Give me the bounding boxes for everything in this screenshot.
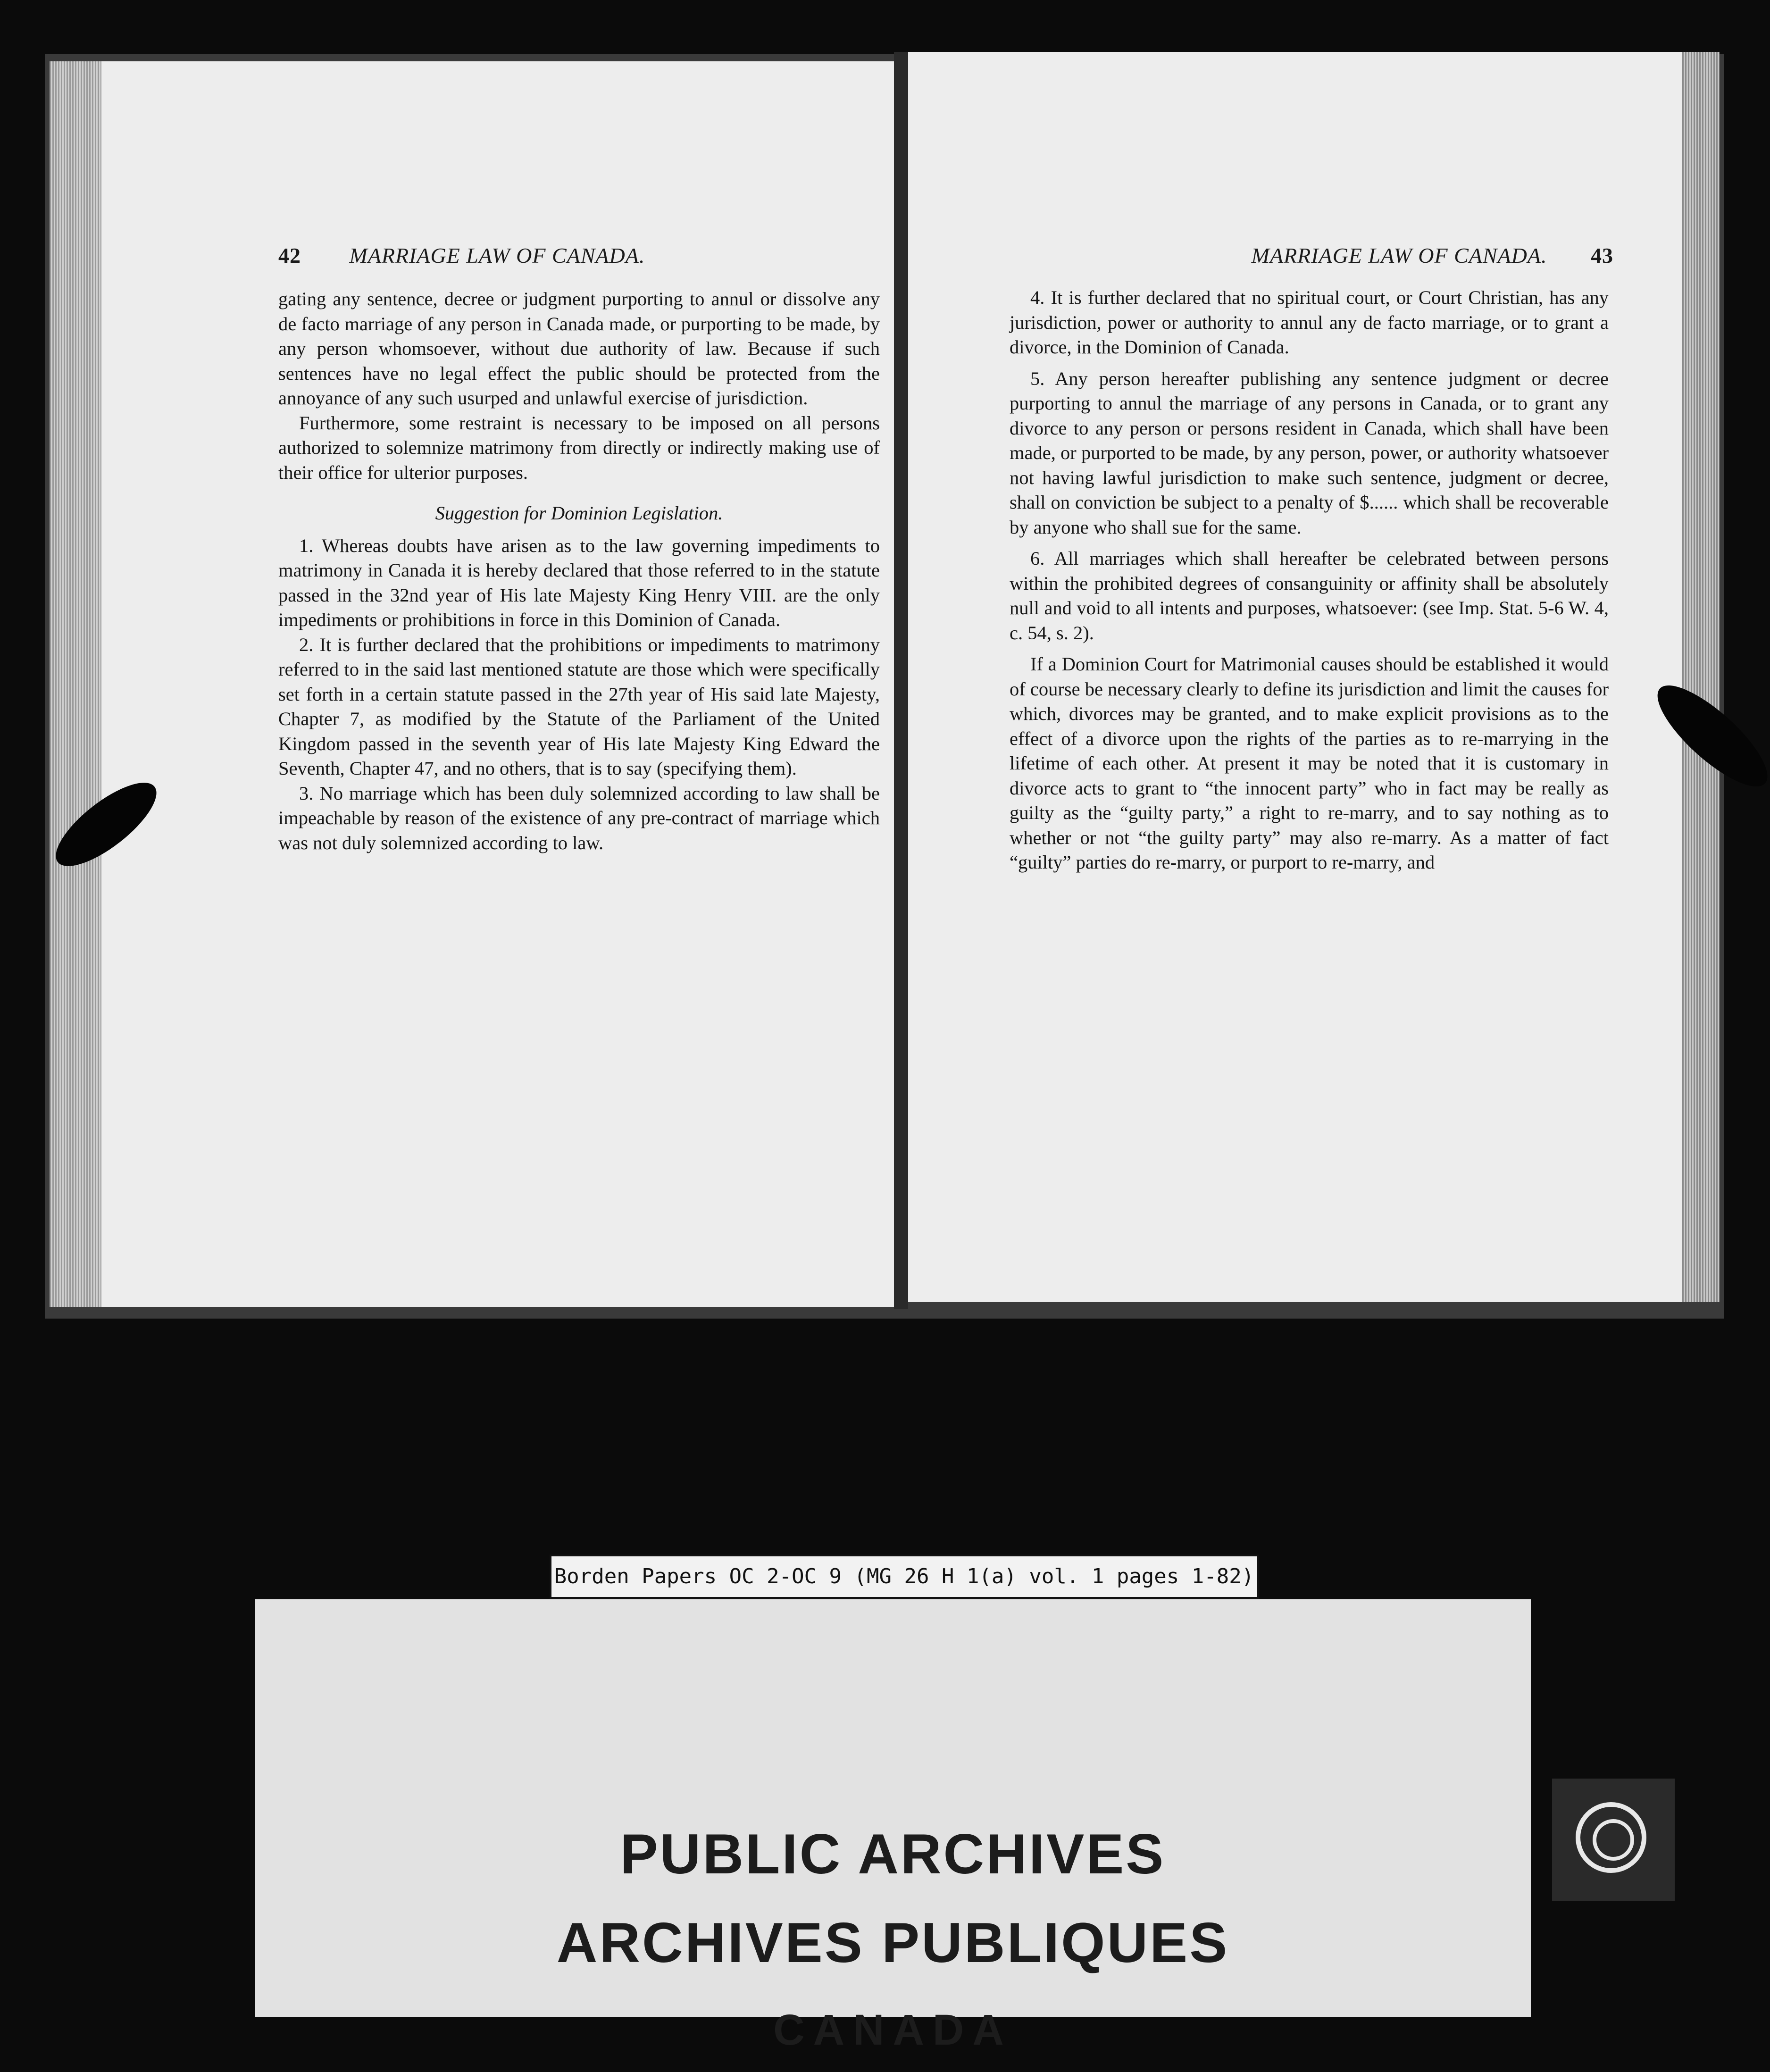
seal-emblem-icon (1593, 1819, 1634, 1861)
right-page (903, 52, 1682, 1302)
left-title: MARRIAGE LAW OF CANADA. (349, 243, 645, 267)
left-page (101, 61, 896, 1307)
left-paragraph: Furthermore, some restraint is necessary to be imposed on all persons authorized to solemnize matrimony from directly or indirectly making use of their office for ulterior purposes. (278, 412, 880, 483)
card-title-english: PUBLIC ARCHIVES (620, 1822, 1166, 1886)
right-paragraph: 5. Any person hereafter publishing any sentence judgment or decree purporting to annul the marriage of any persons in Canada, or to grant any divorce to any person or persons resident in Canada, which shall have been made, or purported to be made, by any person, power, or authority whatsoever not having lawful jurisdiction to make such sentence, judgment or decree, shall on conviction be subject to a penalty of $...... which shall be recoverable by anyone who shall sue for the same. (1010, 368, 1609, 538)
right-title: MARRIAGE LAW OF CANADA. (1251, 243, 1547, 267)
right-running-head (1083, 243, 1613, 268)
left-paragraph: 3. No marriage which has been duly solemnized according to law shall be impeachable by reason of the existence of any pre-contract of marriage which was not duly solemnized according to law. (278, 782, 880, 853)
left-page-edges (50, 61, 106, 1307)
left-folio: 42 (278, 243, 301, 267)
left-paragraph: 2. It is further declared that the prohibitions or impediments to matrimony referred to in the said last mentioned statute are those which were specifically set forth in a certain statute passed in the 27th year of His said late Majesty, Chapter 7, as modified by the Statute of the Parliament of the United Kingdom passed in the seventh year of His late Majesty King Edward the Seventh, Chapter 47, and no others, that is to say (specifying them). (278, 634, 880, 779)
left-running-head (278, 243, 882, 268)
left-body-text (278, 287, 880, 855)
microfilm-seal (1552, 1779, 1675, 1901)
section-heading: Suggestion for Dominion Legislation. (435, 502, 723, 524)
right-paragraph: 6. All marriages which shall hereafter be celebrated between persons within the prohibited degrees of consanguinity or affinity shall be absolutely null and void to all intents and purposes, whatsoever: (see Imp. Stat. 5-6 W. 4, c. 54, s. 2). (1010, 548, 1609, 643)
book-gutter (894, 52, 908, 1309)
right-folio: 43 (1591, 243, 1613, 267)
archive-card (255, 1599, 1531, 2054)
left-paragraph: 1. Whereas doubts have arisen as to the law governing impediments to matrimony in Canada it is hereby declared that those referred to in the statute passed in the 32nd year of His late Majesty King Henry VIII. are the only impediments or prohibitions in force in this Dominion of Canada. (278, 535, 880, 630)
right-paragraph: 4. It is further declared that no spiritual court, or Court Christian, has any jurisdiction, power or authority to annul any de facto marriage, or to grant a divorce, in the Dominion of Canada. (1010, 287, 1609, 358)
left-paragraph: gating any sentence, decree or judgment purporting to annul or dissolve any de facto marriage of any person in Canada made, or purporting to be made, by any person whomsoever, without due authority of law. Because if such sentences have no legal effect the public should be protected from the annoyance of any such usurped and unlawful exercise of jurisdiction. (278, 288, 880, 409)
reel-label: Borden Papers OC 2-OC 9 (MG 26 H 1(a) vol. 1 pages 1-82) (550, 1554, 1259, 1599)
card-title-french: ARCHIVES PUBLIQUES (556, 1911, 1229, 1974)
card-country: CANADA (773, 2006, 1012, 2054)
right-page-edges (1679, 52, 1720, 1302)
right-body-text (1010, 285, 1609, 875)
right-paragraph: If a Dominion Court for Matrimonial causes should be established it would of course be necessary clearly to define its jurisdiction and limit the causes for which, divorces may be granted, and to make explicit provisions as to the effect of a divorce upon the rights of the parties as to re-marrying in the lifetime of each other. At present it may be noted that it is customary in divorce acts to grant to “the innocent party” who in fact may be really as guilty as the “guilty party,” a right to re-marry, and to say nothing as to whether or not “the guilty party” may also re-marry. As a matter of fact “guilty” parties do re-marry, or purport to re-marry, and (1010, 653, 1609, 873)
